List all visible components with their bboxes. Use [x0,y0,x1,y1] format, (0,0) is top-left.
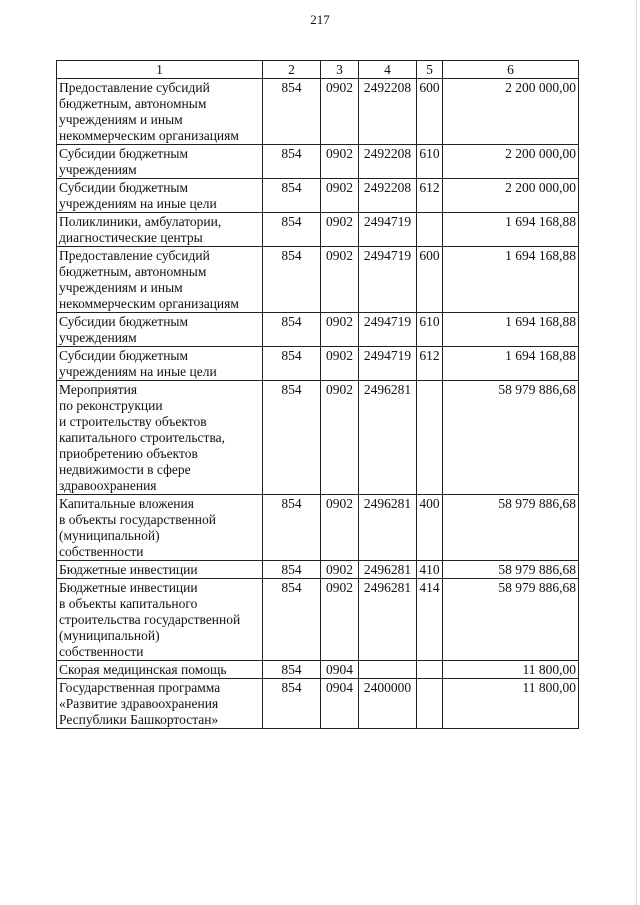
row-vr: 612 [417,347,443,381]
row-section: 0904 [321,679,359,729]
row-code: 854 [263,381,321,495]
row-csr: 2494719 [359,347,417,381]
row-amount: 1 694 168,88 [443,313,579,347]
row-vr: 610 [417,313,443,347]
header-col-3: 3 [321,61,359,79]
row-name: Государственная программа «Развитие здравоохранения Республики Башкортостан» [57,679,263,729]
row-name: Капитальные вложения в объекты государственной (муниципальной) собственности [57,495,263,561]
row-amount: 1 694 168,88 [443,213,579,247]
row-name: Субсидии бюджетным учреждениям [57,145,263,179]
row-section: 0902 [321,145,359,179]
row-vr: 610 [417,145,443,179]
row-code: 854 [263,347,321,381]
row-vr [417,661,443,679]
row-section: 0902 [321,495,359,561]
row-amount: 58 979 886,68 [443,381,579,495]
row-code: 854 [263,145,321,179]
row-section: 0902 [321,381,359,495]
table-row [57,179,579,213]
row-amount: 11 800,00 [443,679,579,729]
row-amount: 1 694 168,88 [443,347,579,381]
row-amount: 58 979 886,68 [443,579,579,661]
header-col-1: 1 [57,61,263,79]
row-code: 854 [263,247,321,313]
row-amount: 2 200 000,00 [443,145,579,179]
row-section: 0902 [321,247,359,313]
row-section: 0902 [321,579,359,661]
row-vr: 600 [417,247,443,313]
row-csr: 2496281 [359,561,417,579]
row-section: 0902 [321,313,359,347]
row-vr: 612 [417,179,443,213]
page-number: 217 [310,12,330,27]
scan-edge-divider [635,0,637,905]
row-code: 854 [263,495,321,561]
row-amount: 58 979 886,68 [443,561,579,579]
row-vr: 414 [417,579,443,661]
table-header [57,61,579,79]
row-name: Скорая медицинская помощь [57,661,263,679]
row-name: Мероприятия по реконструкции и строительству объектов капитального строительства, приобретению объектов недвижимости в сфере здравоохранения [57,381,263,495]
table-row [57,579,579,661]
row-amount: 2 200 000,00 [443,79,579,145]
row-vr [417,679,443,729]
row-code: 854 [263,79,321,145]
table-row [57,313,579,347]
row-csr: 2496281 [359,495,417,561]
header-col-2: 2 [263,61,321,79]
row-code: 854 [263,313,321,347]
row-csr: 2492208 [359,145,417,179]
row-code: 854 [263,179,321,213]
row-code: 854 [263,213,321,247]
header-col-6: 6 [443,61,579,79]
budget-table [56,60,579,729]
row-amount: 11 800,00 [443,661,579,679]
row-code: 854 [263,679,321,729]
row-name: Бюджетные инвестиции в объекты капитального строительства государственной (муниципальной) собственности [57,579,263,661]
table-row [57,247,579,313]
row-section: 0902 [321,561,359,579]
table-row [57,561,579,579]
row-name: Поликлиники, амбулатории, диагностические центры [57,213,263,247]
row-section: 0902 [321,213,359,247]
table-row [57,381,579,495]
table-row [57,213,579,247]
row-csr: 2494719 [359,247,417,313]
row-vr: 400 [417,495,443,561]
table-row [57,79,579,145]
row-csr: 2400000 [359,679,417,729]
table-row [57,661,579,679]
table-row [57,679,579,729]
table-row [57,145,579,179]
row-amount: 2 200 000,00 [443,179,579,213]
header-col-4: 4 [359,61,417,79]
row-name: Предоставление субсидий бюджетным, автономным учреждениям и иным некоммерческим организациям [57,79,263,145]
row-csr: 2494719 [359,313,417,347]
table-body [57,79,579,729]
row-name: Субсидии бюджетным учреждениям на иные цели [57,179,263,213]
row-vr [417,381,443,495]
header-row [57,61,579,79]
row-amount: 58 979 886,68 [443,495,579,561]
row-name: Субсидии бюджетным учреждениям на иные цели [57,347,263,381]
table-row [57,495,579,561]
row-vr [417,213,443,247]
row-code: 854 [263,561,321,579]
row-vr: 600 [417,79,443,145]
row-csr: 2496281 [359,579,417,661]
row-csr: 2494719 [359,213,417,247]
row-amount: 1 694 168,88 [443,247,579,313]
row-section: 0902 [321,179,359,213]
row-csr: 2492208 [359,179,417,213]
row-name: Предоставление субсидий бюджетным, автономным учреждениям и иным некоммерческим организациям [57,247,263,313]
row-code: 854 [263,579,321,661]
row-csr: 2496281 [359,381,417,495]
row-section: 0904 [321,661,359,679]
row-name: Бюджетные инвестиции [57,561,263,579]
header-col-5: 5 [417,61,443,79]
row-section: 0902 [321,347,359,381]
table-row [57,347,579,381]
row-csr [359,661,417,679]
row-csr: 2492208 [359,79,417,145]
row-code: 854 [263,661,321,679]
row-name: Субсидии бюджетным учреждениям [57,313,263,347]
row-section: 0902 [321,79,359,145]
row-vr: 410 [417,561,443,579]
